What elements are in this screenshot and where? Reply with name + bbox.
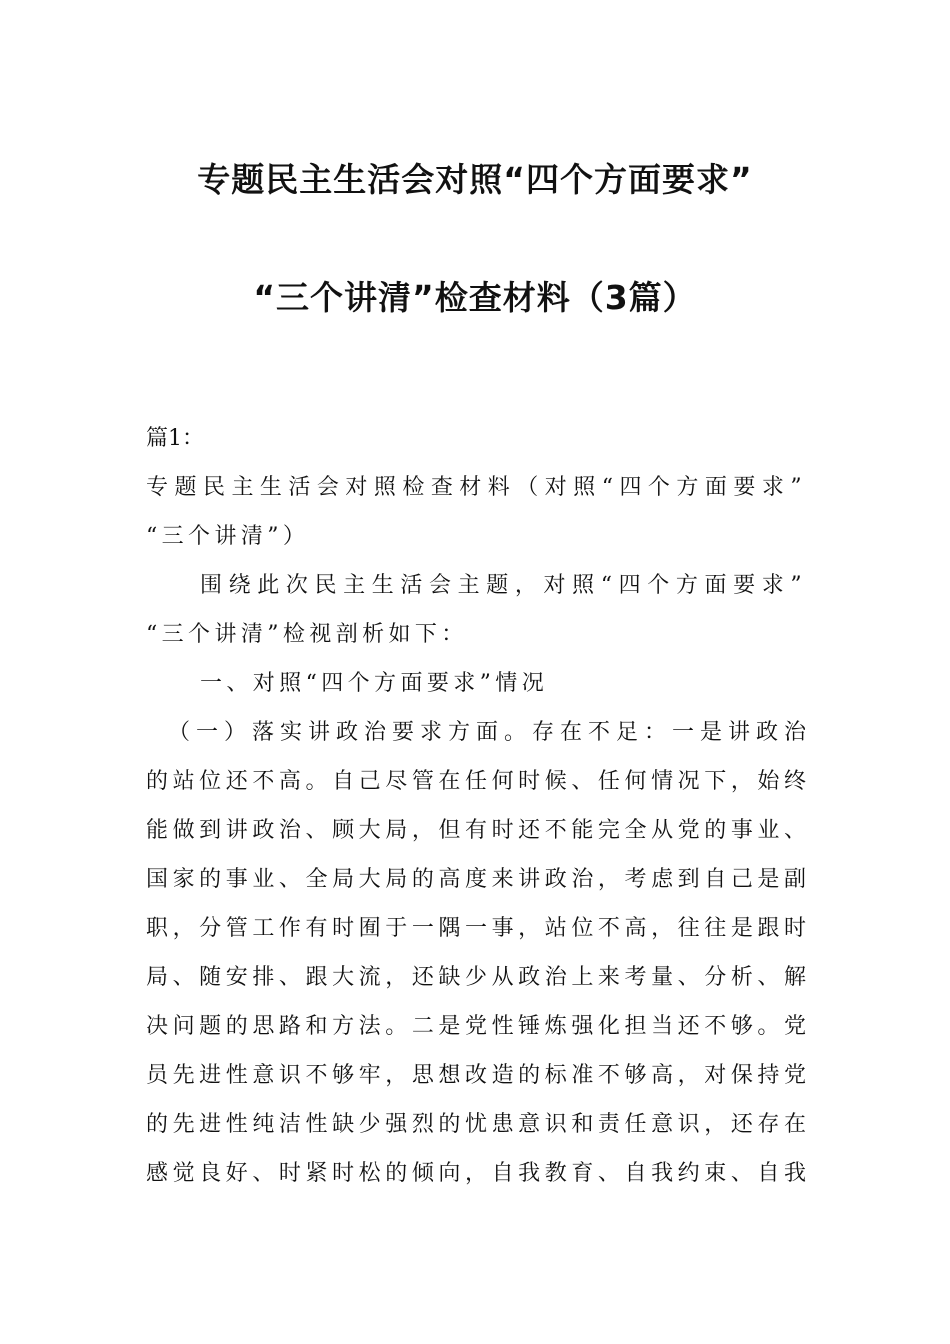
subtitle-line-2: “三个讲清”） — [146, 524, 310, 549]
document-title-line-1: 专题民主生活会对照“四个方面要求” — [197, 160, 753, 199]
document-title-line-2: “三个讲清”检查材料（3篇） — [253, 278, 697, 317]
subtitle-line-1: 专题民主生活会对照检查材料（对照“四个方面要求” — [146, 475, 806, 500]
heading-line: 一、对照“四个方面要求”情况 — [200, 671, 549, 696]
paragraph-line: （一）落实讲政治要求方面。存在不足：一是讲政治 — [168, 720, 806, 745]
paragraph-line: 职，分管工作有时囿于一隅一事，站位不高，往往是跟时 — [146, 916, 806, 941]
paragraph-line: 能做到讲政治、顾大局，但有时还不能完全从党的事业、 — [146, 818, 806, 843]
paragraph-line: 员先进性意识不够牢，思想改造的标准不够高，对保持党 — [146, 1063, 806, 1088]
paragraph-line: 围绕此次民主生活会主题，对照“四个方面要求” — [200, 573, 806, 598]
paragraph-line: 感觉良好、时紧时松的倾向，自我教育、自我约束、自我 — [146, 1161, 806, 1186]
paragraph-line: 的先进性纯洁性缺少强烈的忧患意识和责任意识，还存在 — [146, 1112, 806, 1137]
document-body — [146, 414, 806, 1198]
section-label: 篇1： — [146, 426, 204, 451]
paragraph-line: 国家的事业、全局大局的高度来讲政治，考虑到自己是副 — [146, 867, 806, 892]
paragraph-line: 局、随安排、跟大流，还缺少从政治上来考量、分析、解 — [146, 965, 806, 990]
paragraph-line: 决问题的思路和方法。二是党性锤炼强化担当还不够。党 — [146, 1014, 806, 1039]
paragraph-line: “三个讲清”检视剖析如下： — [146, 622, 468, 647]
paragraph-line: 的站位还不高。自己尽管在任何时候、任何情况下，始终 — [146, 769, 806, 794]
